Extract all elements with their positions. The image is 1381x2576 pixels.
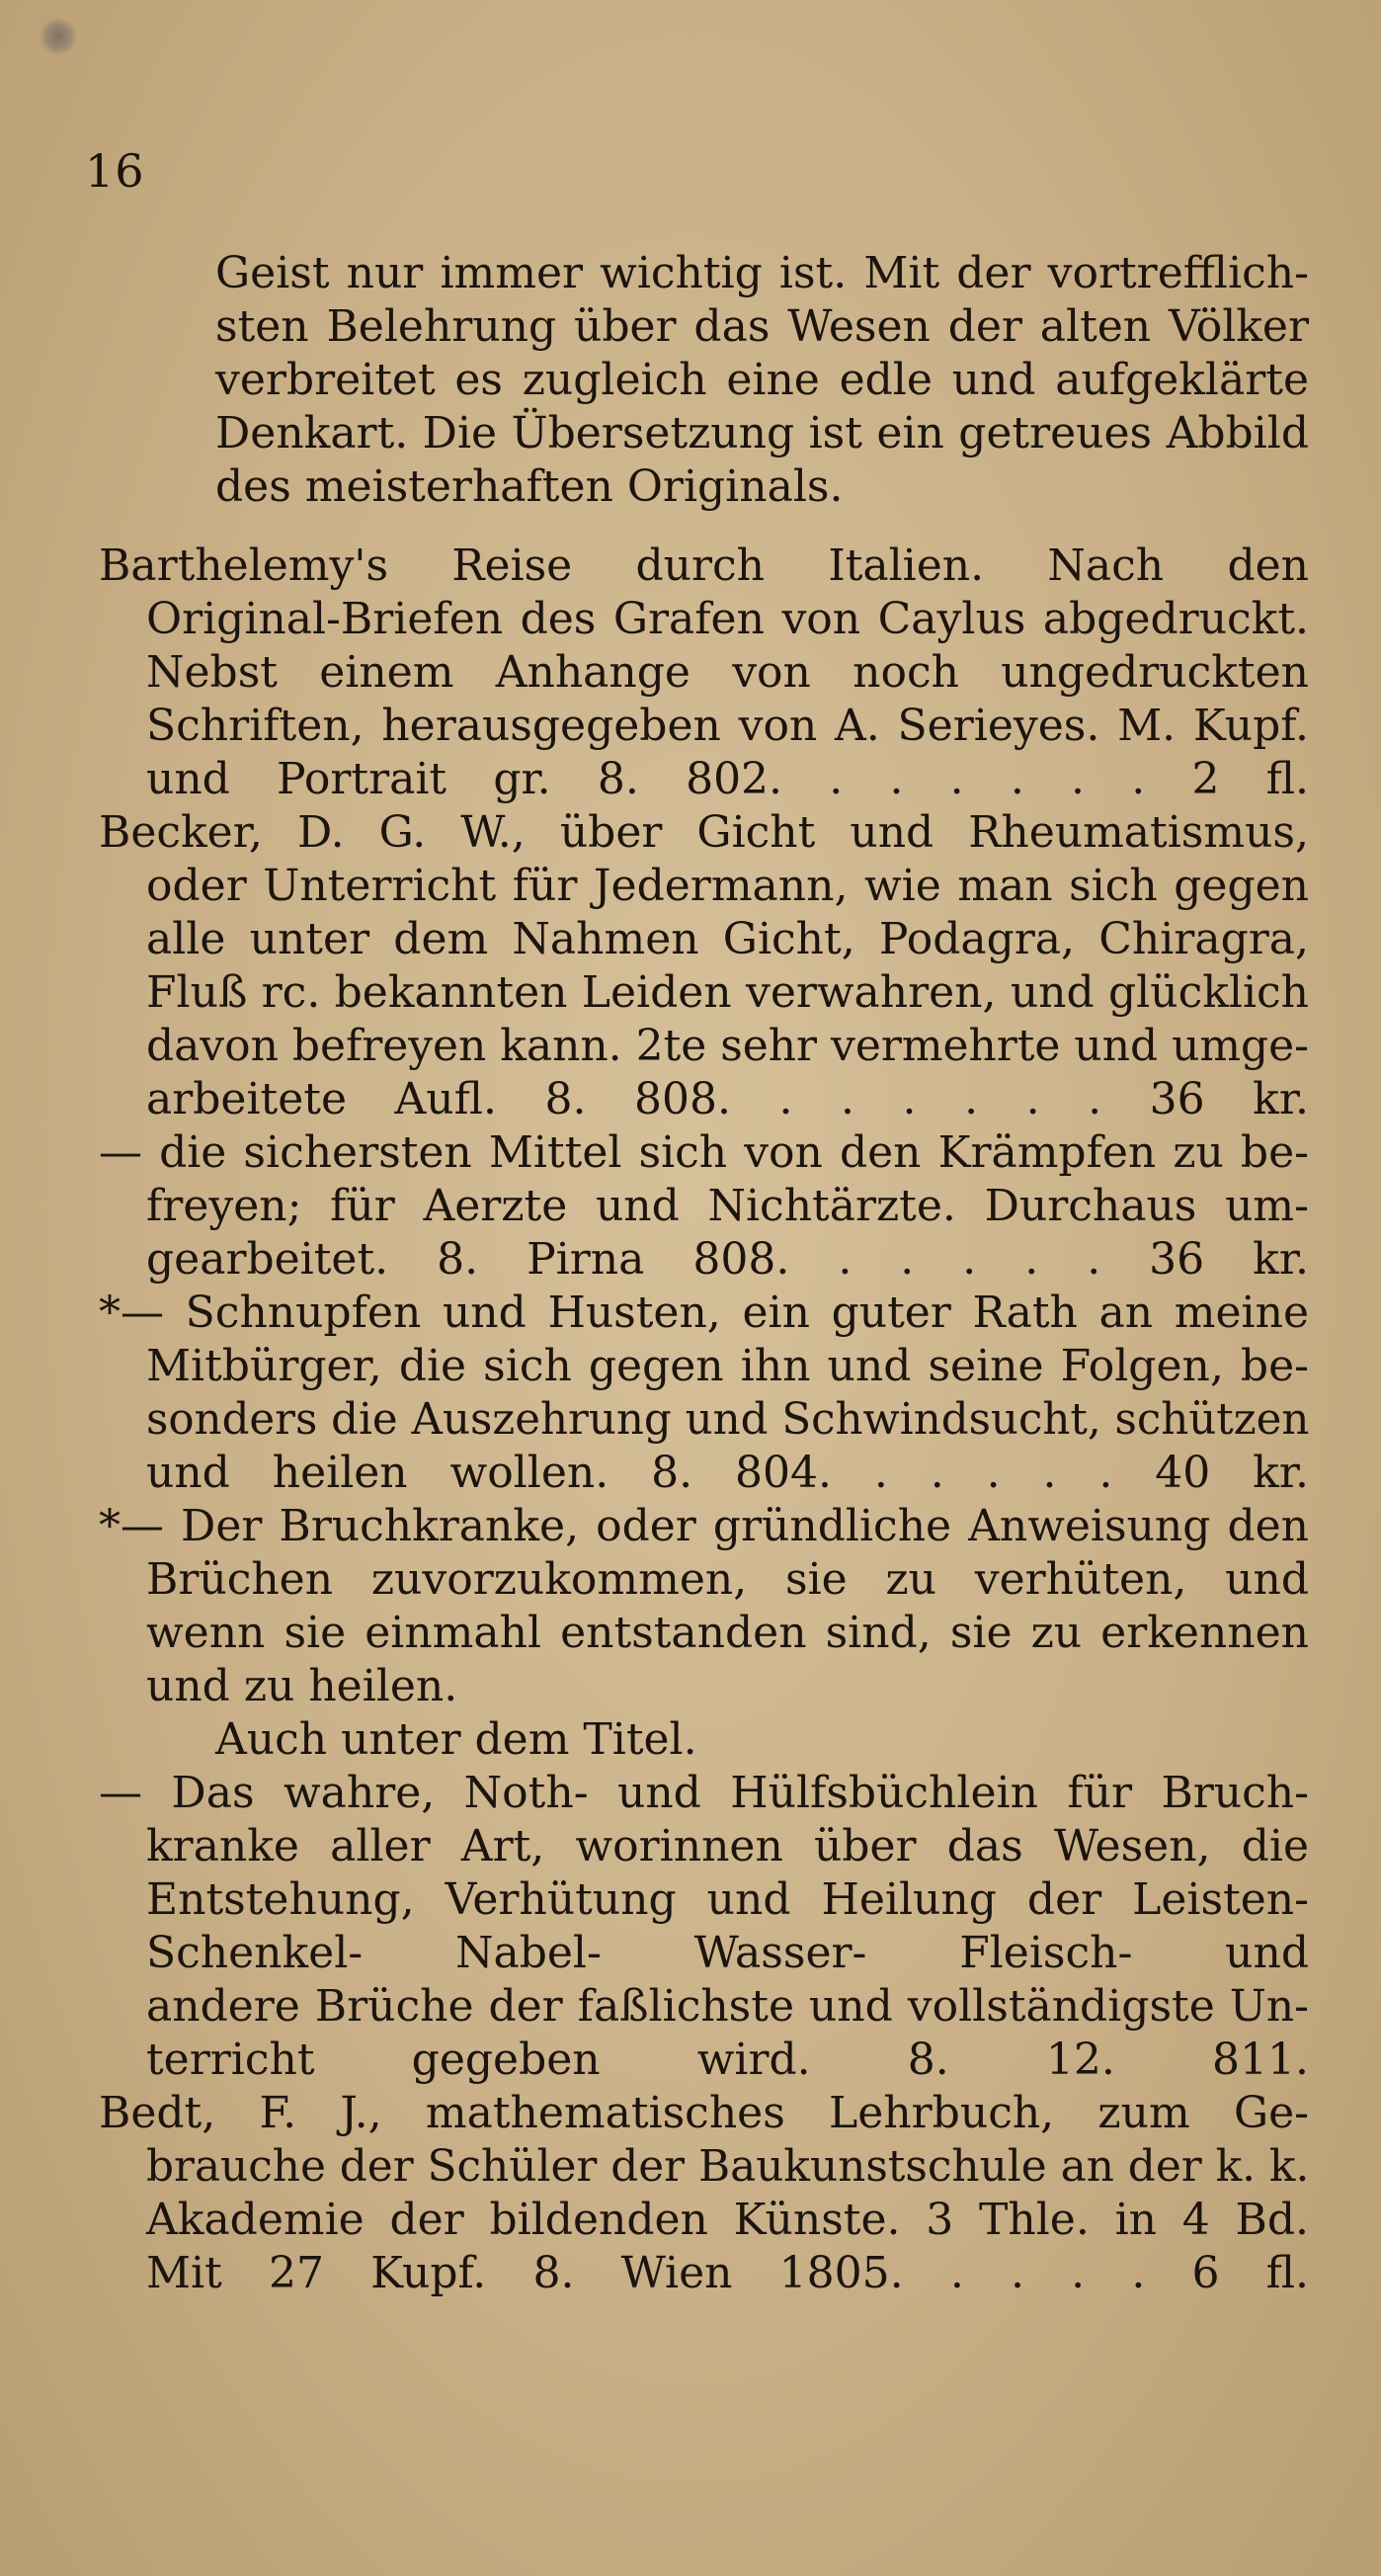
- text-line: wenn sie einmahl entstanden sind, sie zu erkennen: [146, 1608, 1309, 1658]
- price-line: und Portrait gr. 8. 802. . . . . . . 2 fl.: [146, 754, 1309, 804]
- text-line: Entstehung, Verhütung und Heilung der Leisten-: [146, 1874, 1309, 1925]
- text-line: sonders die Auszehrung und Schwindsucht, schützen: [146, 1394, 1310, 1445]
- text-line: Mitbürger, die sich gegen ihn und seine Folgen, be-: [146, 1341, 1309, 1391]
- text-line: Fluß rc. bekannten Leiden verwahren, und glücklich: [146, 967, 1309, 1018]
- entry-heading-line: Barthelemy's Reise durch Italien. Nach den: [99, 540, 1309, 591]
- text-line: brauche der Schüler der Baukunstschule an der k. k.: [146, 2141, 1310, 2192]
- price-line: Mit 27 Kupf. 8. Wien 1805. . . . . 6 fl.: [146, 2248, 1309, 2298]
- text-line: Brüchen zuvorzukommen, sie zu verhüten, und: [146, 1554, 1309, 1605]
- catalog-entry-kraempfe: [99, 1126, 1309, 1287]
- catalog-entry-bedt: [99, 2087, 1309, 2300]
- price-line: und heilen wollen. 8. 804. . . . . . 40 kr.: [146, 1448, 1309, 1498]
- entry-heading-line: *— Schnupfen und Husten, ein guter Rath an meine: [99, 1288, 1309, 1338]
- text-line: Original-Briefen des Grafen von Caylus abgedruckt.: [146, 594, 1309, 644]
- text-line: verbreitet es zugleich eine edle und aufgeklärte: [215, 355, 1309, 405]
- text-line: andere Brüche der faßlichste und vollständigste Un-: [146, 1981, 1309, 2032]
- catalog-entry-hulfsbuechlein: [99, 1767, 1309, 2087]
- text-line: sten Belehrung über das Wesen der alten Völker: [215, 301, 1309, 352]
- text-line: Schriften, herausgegeben von A. Serieyes. M. Kupf.: [146, 701, 1309, 751]
- sub-heading: Auch unter dem Titel.: [215, 1714, 697, 1765]
- text-line: freyen; für Aerzte und Nichtärzte. Durchaus um-: [146, 1181, 1309, 1231]
- price-line: gearbeitet. 8. Pirna 808. . . . . . 36 kr.: [146, 1234, 1309, 1285]
- catalog-entry-becker-gicht: [99, 806, 1309, 1126]
- text-line: Schenkel- Nabel- Wasser- Fleisch- und: [146, 1928, 1309, 1978]
- price-line: terricht gegeben wird. 8. 12. 811.: [146, 2035, 1309, 2085]
- text-line: oder Unterricht für Jedermann, wie man sich gegen: [146, 861, 1309, 911]
- text-line: davon befreyen kann. 2te sehr vermehrte und umge-: [146, 1021, 1309, 1071]
- text-line: Nebst einem Anhange von noch ungedruckten: [146, 647, 1309, 698]
- entry-heading-line: — die sichersten Mittel sich von den Krämpfen zu be-: [99, 1127, 1309, 1178]
- spacer: [99, 514, 1309, 540]
- entry-heading-line: Becker, D. G. W., über Gicht und Rheumatismus,: [99, 807, 1309, 858]
- text-line: Akademie der bildenden Künste. 3 Thle. in 4 Bd.: [146, 2195, 1309, 2245]
- price-line: arbeitete Aufl. 8. 808. . . . . . . 36 kr.: [146, 1074, 1309, 1124]
- catalog-entry-schnupfen: [99, 1287, 1309, 1500]
- text-line: und zu heilen.: [146, 1661, 458, 1711]
- intro-paragraph: [99, 247, 1309, 514]
- text-line: alle unter dem Nahmen Gicht, Podagra, Chiragra,: [146, 914, 1309, 964]
- page-number: 16: [85, 144, 145, 198]
- text-line: Denkart. Die Übersetzung ist ein getreues Abbild: [215, 408, 1309, 458]
- ink-stain: [40, 18, 77, 55]
- catalog-entry-bruchkranke: [99, 1500, 1309, 1713]
- text-line: Geist nur immer wichtig ist. Mit der vortrefflich-: [215, 248, 1309, 298]
- text-line: des meisterhaften Originals.: [215, 461, 844, 512]
- entry-heading-line: Bedt, F. J., mathematisches Lehrbuch, zum Ge-: [99, 2088, 1309, 2138]
- entry-heading-line: — Das wahre, Noth- und Hülfsbüchlein für Bruch-: [99, 1768, 1309, 1818]
- catalog-text: [99, 247, 1309, 2300]
- catalog-entry-barthelemy: [99, 540, 1309, 806]
- entry-heading-line: *— Der Bruchkranke, oder gründliche Anweisung den: [99, 1501, 1309, 1551]
- text-line: kranke aller Art, worinnen über das Wesen, die: [146, 1821, 1309, 1871]
